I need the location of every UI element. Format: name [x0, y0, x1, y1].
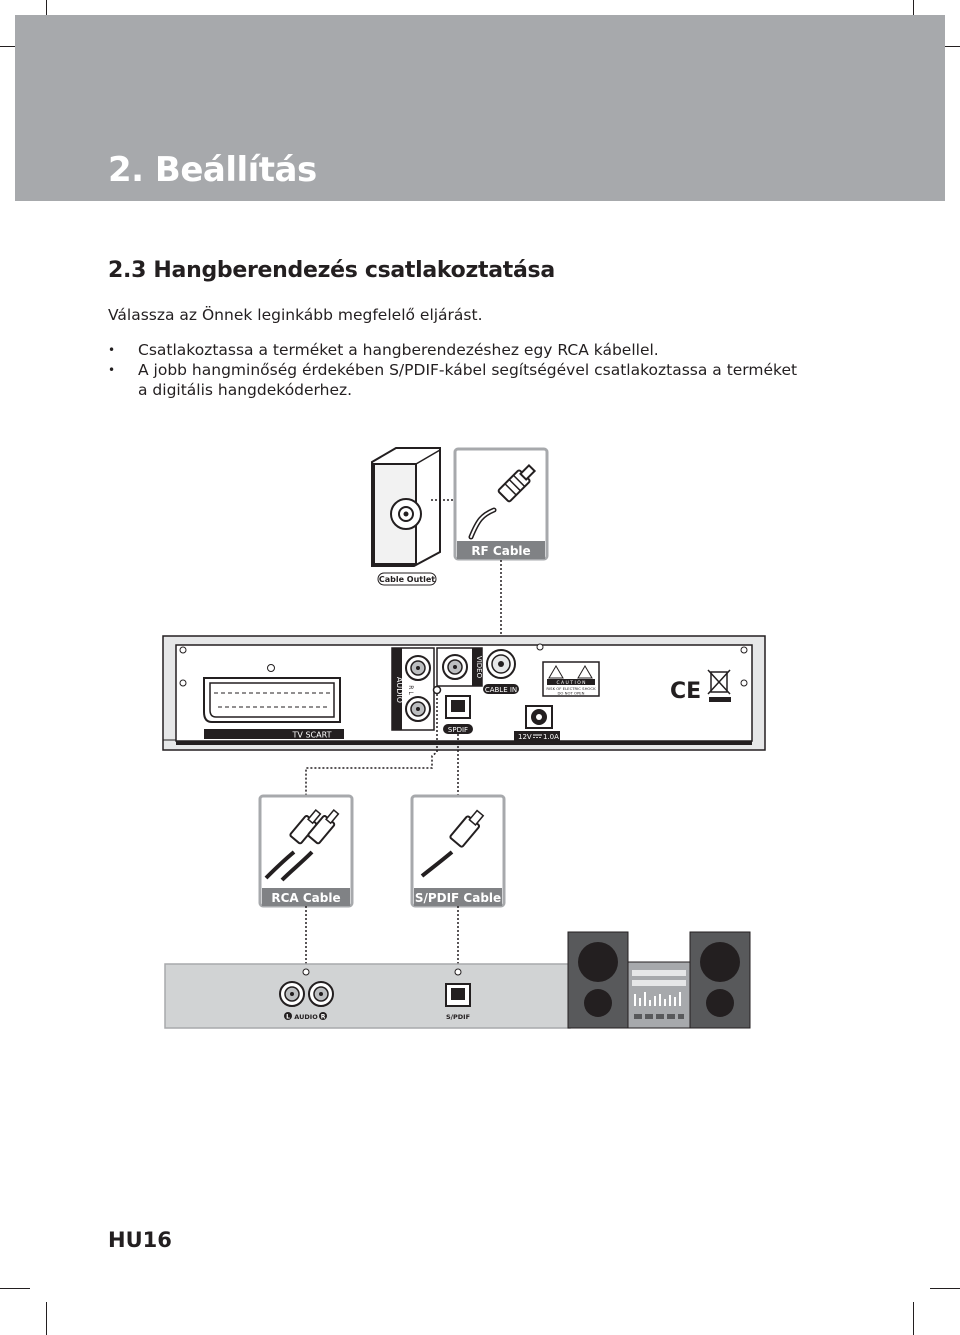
amplifier-panel — [165, 964, 570, 1028]
power-voltage-label: 12V — [518, 733, 532, 741]
cable-outlet-label: Cable Outlet — [378, 575, 436, 584]
amp-r-label: R — [320, 1013, 326, 1021]
amp-spdif-label: S/PDIF — [445, 1013, 471, 1021]
caution-text-1: RISK OF ELECTRIC SHOCK — [546, 686, 596, 691]
cable-in-label: CABLE IN — [484, 686, 518, 694]
rca-cable-box — [260, 796, 352, 906]
audio-port-label: AUDIO — [395, 676, 404, 704]
connection-diagram — [150, 440, 780, 1040]
tv-scart-label: TV SCART — [292, 730, 332, 740]
bullet-text: A jobb hangminőség érdekében S/PDIF-kábel segítségével csatlakoztassa a terméket a digitális hangdekóderhez. — [138, 361, 798, 399]
rf-cable-label: RF Cable — [471, 544, 531, 558]
stereo-system-icon — [568, 932, 750, 1028]
video-port-label: VIDEO — [475, 655, 483, 679]
bullet-icon: • — [108, 343, 116, 357]
spdif-cable-box — [412, 796, 504, 906]
list-item — [108, 340, 808, 360]
spdif-port — [446, 696, 470, 718]
section-title: 2.3 Hangberendezés csatlakoztatása — [108, 258, 555, 283]
tv-scart-port — [204, 678, 340, 722]
cable-in-port — [487, 650, 515, 678]
spdif-port-label: SPDIF — [447, 726, 469, 734]
ce-mark-icon: CE — [670, 679, 702, 704]
crop-mark — [930, 1288, 960, 1289]
intro-text: Válassza az Önnek leginkább megfelelő eljárást. — [108, 306, 483, 324]
power-jack — [526, 706, 552, 728]
chapter-title: 2. Beállítás — [108, 150, 317, 190]
audio-l-jack — [406, 697, 430, 721]
video-jack — [443, 655, 467, 679]
audio-lr-label: R L — [407, 685, 414, 695]
crop-mark — [46, 1302, 47, 1335]
instruction-list — [108, 340, 808, 400]
cable-outlet-icon — [372, 448, 440, 566]
spdif-cable-label: S/PDIF Cable — [414, 891, 502, 905]
page-number: HU16 — [108, 1228, 172, 1252]
audio-r-jack — [406, 656, 430, 680]
caution-text-2: DO NOT OPEN — [557, 690, 585, 696]
bullet-text: Csatlakoztassa a terméket a hangberendezéshez egy RCA kábellel. — [138, 341, 659, 359]
crop-mark — [913, 1302, 914, 1335]
power-rating-label: 1.0A — [543, 733, 559, 741]
rf-cable-box — [455, 449, 547, 559]
bullet-icon: • — [108, 363, 116, 377]
amp-l-label: L — [286, 1013, 290, 1021]
crop-mark — [0, 1288, 30, 1289]
amp-audio-label: AUDIO — [294, 1013, 318, 1021]
rca-cable-label: RCA Cable — [271, 891, 341, 905]
list-item — [108, 360, 808, 400]
caution-title: C A U T I O N — [556, 681, 586, 686]
